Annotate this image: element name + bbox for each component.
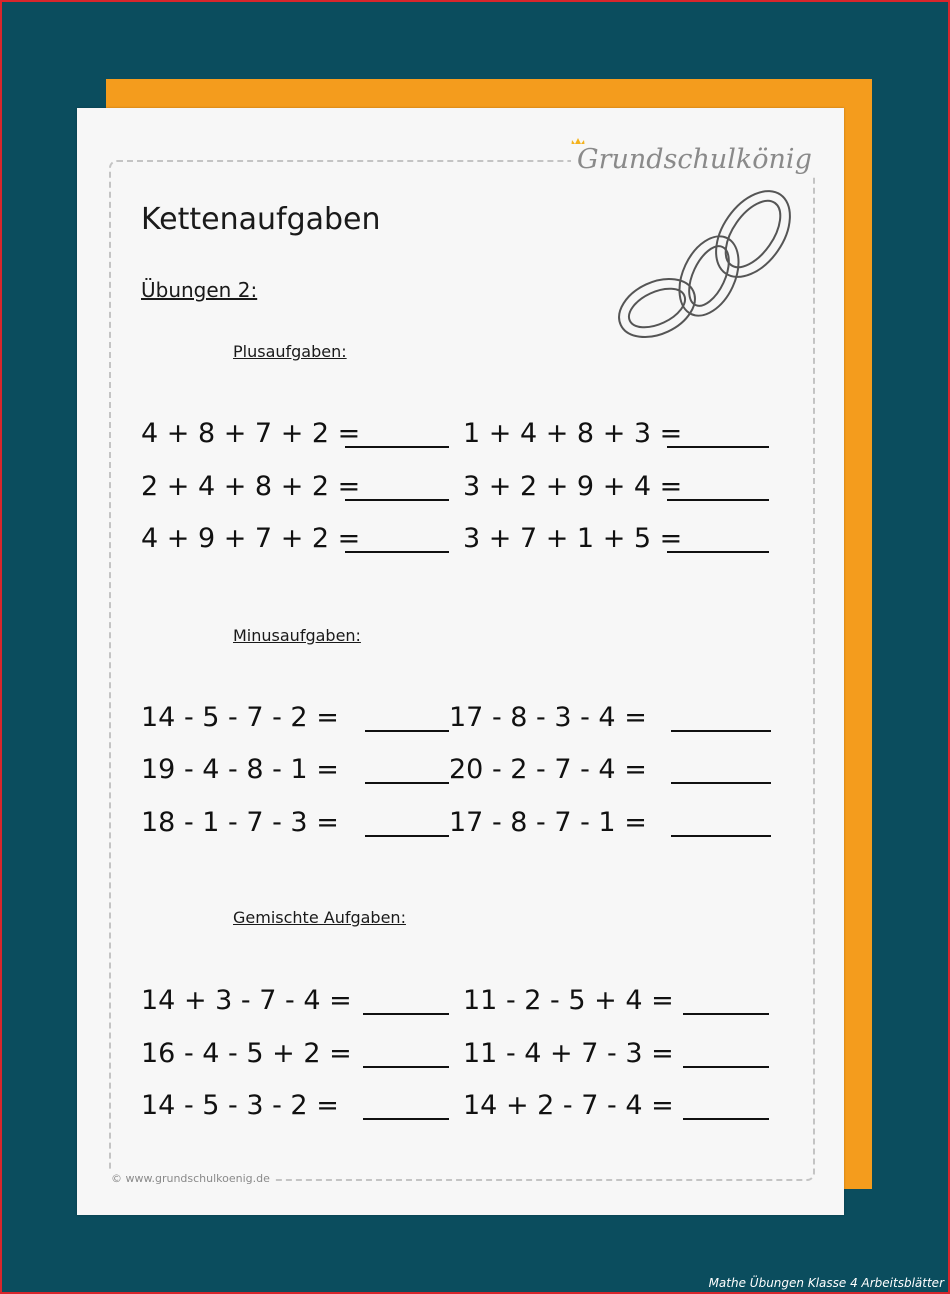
task-mixed-2-left: 16 - 4 - 5 + 2 = bbox=[141, 1038, 352, 1069]
brand-logo: Grundschulkönig bbox=[571, 144, 818, 175]
task-minus-3-right: 17 - 8 - 7 - 1 = bbox=[449, 807, 647, 838]
task-mixed-1-right: 11 - 2 - 5 + 4 = bbox=[463, 985, 674, 1016]
task-mixed-3-left: 14 - 5 - 3 - 2 = bbox=[141, 1090, 339, 1121]
answer-blank[interactable] bbox=[683, 1118, 769, 1120]
task-plus-2-left: 2 + 4 + 8 + 2 = bbox=[141, 471, 361, 502]
answer-blank[interactable] bbox=[363, 1066, 449, 1068]
image-caption: Mathe Übungen Klasse 4 Arbeitsblätter bbox=[708, 1276, 944, 1290]
answer-blank[interactable] bbox=[667, 551, 769, 553]
task-plus-1-right: 1 + 4 + 8 + 3 = bbox=[463, 418, 683, 449]
task-plus-3-right: 3 + 7 + 1 + 5 = bbox=[463, 523, 683, 554]
task-mixed-1-left: 14 + 3 - 7 - 4 = bbox=[141, 985, 352, 1016]
worksheet-page bbox=[77, 108, 844, 1215]
answer-blank[interactable] bbox=[345, 499, 449, 501]
task-plus-1-left: 4 + 8 + 7 + 2 = bbox=[141, 418, 361, 449]
answer-blank[interactable] bbox=[345, 446, 449, 448]
answer-blank[interactable] bbox=[345, 551, 449, 553]
answer-blank[interactable] bbox=[365, 782, 449, 784]
answer-blank[interactable] bbox=[363, 1013, 449, 1015]
answer-blank[interactable] bbox=[671, 730, 771, 732]
task-minus-1-right: 17 - 8 - 3 - 4 = bbox=[449, 702, 647, 733]
answer-blank[interactable] bbox=[667, 499, 769, 501]
task-minus-1-left: 14 - 5 - 7 - 2 = bbox=[141, 702, 339, 733]
task-minus-2-left: 19 - 4 - 8 - 1 = bbox=[141, 754, 339, 785]
answer-blank[interactable] bbox=[671, 835, 771, 837]
task-plus-2-right: 3 + 2 + 9 + 4 = bbox=[463, 471, 683, 502]
section-label-plus: Plusaufgaben: bbox=[233, 342, 347, 361]
answer-blank[interactable] bbox=[667, 446, 769, 448]
task-mixed-2-right: 11 - 4 + 7 - 3 = bbox=[463, 1038, 674, 1069]
chain-icon bbox=[613, 186, 797, 346]
footer-copyright: © www.grundschulkoenig.de bbox=[107, 1172, 274, 1185]
page-title: Kettenaufgaben bbox=[141, 202, 381, 237]
answer-blank[interactable] bbox=[365, 835, 449, 837]
task-minus-3-left: 18 - 1 - 7 - 3 = bbox=[141, 807, 339, 838]
answer-blank[interactable] bbox=[363, 1118, 449, 1120]
answer-blank[interactable] bbox=[671, 782, 771, 784]
answer-blank[interactable] bbox=[683, 1013, 769, 1015]
section-label-minus: Minusaufgaben: bbox=[233, 626, 361, 645]
page-subtitle: Übungen 2: bbox=[141, 278, 258, 302]
task-minus-2-right: 20 - 2 - 7 - 4 = bbox=[449, 754, 647, 785]
answer-blank[interactable] bbox=[365, 730, 449, 732]
task-plus-3-left: 4 + 9 + 7 + 2 = bbox=[141, 523, 361, 554]
section-label-mixed: Gemischte Aufgaben: bbox=[233, 908, 406, 927]
answer-blank[interactable] bbox=[683, 1066, 769, 1068]
task-mixed-3-right: 14 + 2 - 7 - 4 = bbox=[463, 1090, 674, 1121]
